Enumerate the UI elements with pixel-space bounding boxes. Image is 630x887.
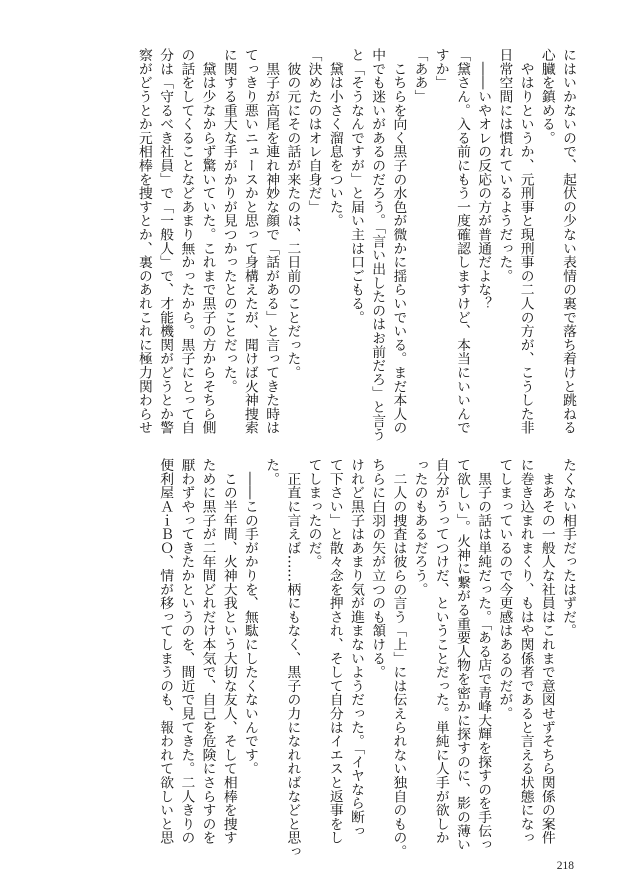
text-line: ――いやオレの反応の方が普通だよな？ [475, 48, 492, 311]
text-line: 察がどうとか元相棒を捜すとか、裏のあれこれに極力関わらせ [135, 48, 152, 435]
text-line: て欲しい」。火神に繋がる重要人物を密かに探すのに、影の薄い [453, 458, 470, 852]
text-line: まあその一般人な社員はこれまで意図せずそちら関係の案件 [538, 458, 555, 845]
text-line: ――この手がかりを、無駄にしたくないんです。 [241, 458, 258, 776]
text-line: ったのもあるだろう。 [411, 458, 428, 596]
text-line: て下さい」と散々念を押され、そして自分はイエスと返事をし [326, 458, 343, 845]
text-line: に関する重大な手がかりが見つかったとのことだった。 [220, 48, 237, 393]
text-line: 二人の捜査は彼らの言う「上」には伝えられない独自のもの。 [390, 458, 407, 859]
text-line: ために黒子が二年間どれだけ本気で、自己を危険にさらすのを [199, 458, 216, 845]
text-line: 日常空間には慣れているようだった。 [496, 48, 513, 283]
text-line: てしまっているので今更感はあるのだが。 [496, 458, 513, 721]
text-line: ちらに白羽の矢が立つのも頷ける。 [369, 458, 386, 679]
text-line: 分は「守るべき社員」で「一般人」で、才能機関がどうとか警 [157, 48, 174, 435]
text-line: やはりというか、元刑事と現刑事の二人の方が、こうした非 [517, 48, 534, 435]
text-line: 便利屋ＡｉＢＯ、情が移ってしまうのも、報われて欲しいと思 [157, 458, 174, 845]
text-line: 自分がうってつけだ、ということだった。単純に人手が欲しか [432, 458, 449, 845]
text-line: 正直に言えば……柄にもなく、黒子の力になれればなどと思っ [284, 458, 301, 859]
text-line: こちらを向く黒子の水色が微かに揺らいでいる。まだ本人の [390, 48, 407, 435]
text-line: 心臓を鎮める。 [538, 48, 555, 145]
text-line: 黒子の話は単純だった。「ある店で青峰大輝を探すのを手伝っ [475, 458, 492, 852]
text-line: の話をしてくることなどあまり無かったから。黒子にとって自 [178, 48, 195, 435]
text-line: 「ああ」 [411, 48, 428, 104]
upper-text-block [133, 48, 578, 453]
text-line: 黒子が高尾を連れ神妙な顔で「話がある」と言ってきた時は [263, 48, 280, 435]
text-line: たくない相手だったはずだ。 [560, 458, 576, 638]
text-line: 黛は少なからず驚いていた。これまで黒子の方からそちら側 [199, 48, 216, 435]
text-line: と「そうなんですが」と届い主は口ごもる。 [347, 48, 364, 324]
text-line: にはいかないので、起伏の少ない表情の裏で落ち着けと跳ねる [560, 48, 576, 435]
text-line: 「決めたのはオレ自身だ」 [305, 48, 322, 214]
text-line: た。 [263, 458, 280, 486]
text-line: 厭わずやってきたかというのを、間近で見てきた。二人きりの [178, 458, 195, 845]
text-line: すか」 [432, 48, 449, 90]
text-line: この半年間、火神大我という大切な友人、そして相棒を捜す [220, 458, 237, 845]
lower-text-block [154, 458, 578, 859]
page-number: 218 [556, 860, 574, 872]
text-line: てっきり悪いニュースかと思って身構えたが、聞けば火神捜索 [241, 48, 258, 435]
text-line: 黛は小さく溜息をついた。 [326, 48, 343, 228]
text-line: 中でも迷いがあるのだろう。「言い出したのはお前だろ」と言う [369, 48, 386, 442]
text-line: に巻き込まれまくり、もはや関係者であると言える状態になっ [517, 458, 534, 845]
text-line: 彼の元にその話が来たのは、二日前のことだった。 [284, 48, 301, 380]
text-line: てしまったのだ。 [305, 458, 322, 569]
text-line: けれど黒子はあまり気が進まないようだった。「イヤなら断っ [347, 458, 364, 838]
text-line: 「黛さん。入る前にもう一度確認しますけど、本当にいいんで [453, 48, 470, 435]
